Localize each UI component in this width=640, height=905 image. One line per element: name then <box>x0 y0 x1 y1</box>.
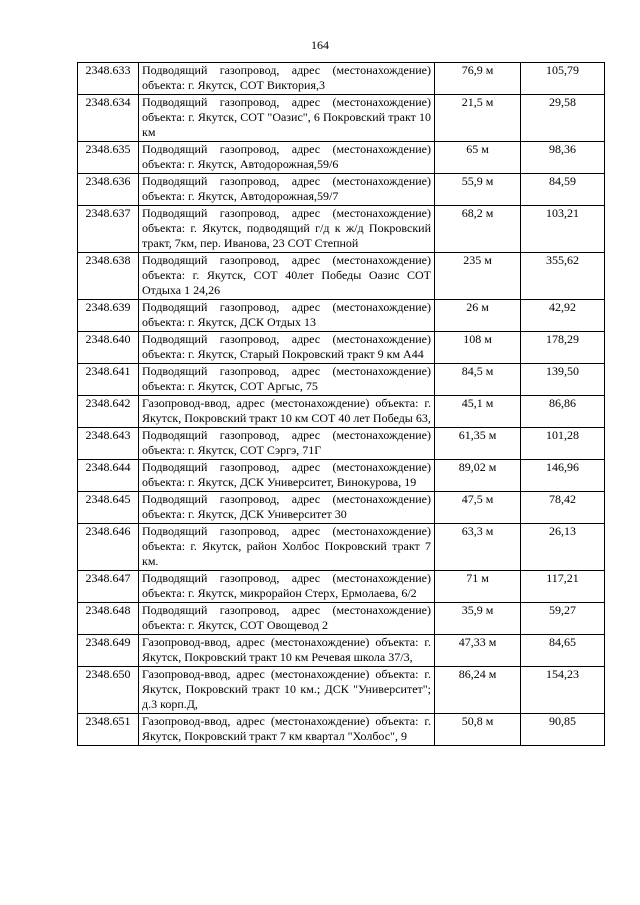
table-row <box>78 174 605 206</box>
row-length: 55,9 м <box>435 174 521 206</box>
row-length: 47,33 м <box>435 635 521 667</box>
row-id: 2348.642 <box>78 396 139 428</box>
row-value: 139,50 <box>521 364 605 396</box>
row-length: 76,9 м <box>435 63 521 95</box>
row-description: Подводящий газопровод, адрес (местонахождение) объекта: г. Якутск, район Холбос Покровский тракт 7 км. <box>139 524 435 571</box>
row-id: 2348.638 <box>78 253 139 300</box>
row-description: Подводящий газопровод, адрес (местонахождение) объекта: г. Якутск, СОТ Аргыс, 75 <box>139 364 435 396</box>
row-id: 2348.634 <box>78 95 139 142</box>
row-length: 86,24 м <box>435 667 521 714</box>
row-description: Подводящий газопровод, адрес (местонахождение) объекта: г. Якутск, СОТ Виктория,3 <box>139 63 435 95</box>
row-id: 2348.644 <box>78 460 139 492</box>
row-value: 29,58 <box>521 95 605 142</box>
table-row <box>78 667 605 714</box>
row-length: 47,5 м <box>435 492 521 524</box>
row-id: 2348.651 <box>78 714 139 746</box>
row-id: 2348.645 <box>78 492 139 524</box>
row-description: Газопровод-ввод, адрес (местонахождение) объекта: г. Якутск, Покровский тракт 7 км квартал "Холбос", 9 <box>139 714 435 746</box>
row-id: 2348.643 <box>78 428 139 460</box>
row-length: 89,02 м <box>435 460 521 492</box>
row-length: 68,2 м <box>435 206 521 253</box>
row-id: 2348.635 <box>78 142 139 174</box>
row-id: 2348.647 <box>78 571 139 603</box>
row-description: Подводящий газопровод, адрес (местонахождение) объекта: г. Якутск, СОТ "Оазис", 6 Покровский тракт 10 км <box>139 95 435 142</box>
table-row <box>78 63 605 95</box>
row-length: 50,8 м <box>435 714 521 746</box>
row-value: 78,42 <box>521 492 605 524</box>
registry-table-body <box>78 63 605 746</box>
row-description: Подводящий газопровод, адрес (местонахождение) объекта: г. Якутск, СОТ Овощевод 2 <box>139 603 435 635</box>
table-row <box>78 253 605 300</box>
table-row <box>78 603 605 635</box>
row-value: 90,85 <box>521 714 605 746</box>
row-value: 42,92 <box>521 300 605 332</box>
table-row <box>78 635 605 667</box>
row-value: 355,62 <box>521 253 605 300</box>
table-row <box>78 300 605 332</box>
row-value: 146,96 <box>521 460 605 492</box>
row-length: 84,5 м <box>435 364 521 396</box>
row-value: 178,29 <box>521 332 605 364</box>
table-row <box>78 206 605 253</box>
row-value: 154,23 <box>521 667 605 714</box>
page-number: 164 <box>311 38 329 52</box>
table-row <box>78 428 605 460</box>
row-id: 2348.640 <box>78 332 139 364</box>
row-description: Газопровод-ввод, адрес (местонахождение) объекта: г. Якутск, Покровский тракт 10 км СОТ 40 лет Победы 63, <box>139 396 435 428</box>
row-id: 2348.637 <box>78 206 139 253</box>
row-id: 2348.646 <box>78 524 139 571</box>
registry-table <box>77 62 605 746</box>
row-id: 2348.648 <box>78 603 139 635</box>
table-row <box>78 460 605 492</box>
row-description: Подводящий газопровод, адрес (местонахождение) объекта: г. Якутск, СОТ 40лет Победы Оазис СОТ Отдыха 1 24,26 <box>139 253 435 300</box>
row-value: 105,79 <box>521 63 605 95</box>
row-id: 2348.639 <box>78 300 139 332</box>
row-value: 86,86 <box>521 396 605 428</box>
row-description: Газопровод-ввод, адрес (местонахождение) объекта: г. Якутск, Покровский тракт 10 км Речевая школа 37/3, <box>139 635 435 667</box>
row-description: Подводящий газопровод, адрес (местонахождение) объекта: г. Якутск, Автодорожная,59/6 <box>139 142 435 174</box>
row-description: Подводящий газопровод, адрес (местонахождение) объекта: г. Якутск, микрорайон Стерх, Ермолаева, 6/2 <box>139 571 435 603</box>
table-row <box>78 492 605 524</box>
row-description: Подводящий газопровод, адрес (местонахождение) объекта: г. Якутск, ДСК Отдых 13 <box>139 300 435 332</box>
row-value: 98,36 <box>521 142 605 174</box>
table-row <box>78 524 605 571</box>
row-length: 65 м <box>435 142 521 174</box>
row-length: 26 м <box>435 300 521 332</box>
row-description: Подводящий газопровод, адрес (местонахождение) объекта: г. Якутск, Автодорожная,59/7 <box>139 174 435 206</box>
table-row <box>78 142 605 174</box>
row-description: Подводящий газопровод, адрес (местонахождение) объекта: г. Якутск, подводящий г/д к ж/д Покровский тракт, 7км, пер. Иванова, 23 СОТ Степной <box>139 206 435 253</box>
row-id: 2348.650 <box>78 667 139 714</box>
row-description: Газопровод-ввод, адрес (местонахождение) объекта: г. Якутск, Покровский тракт 10 км.; ДСК "Университет"; д.3 корп.Д, <box>139 667 435 714</box>
row-value: 103,21 <box>521 206 605 253</box>
table-row <box>78 571 605 603</box>
table-row <box>78 396 605 428</box>
row-description: Подводящий газопровод, адрес (местонахождение) объекта: г. Якутск, ДСК Университет, Винокурова, 19 <box>139 460 435 492</box>
row-length: 45,1 м <box>435 396 521 428</box>
row-description: Подводящий газопровод, адрес (местонахождение) объекта: г. Якутск, СОТ Сэргэ, 71Г <box>139 428 435 460</box>
row-value: 26,13 <box>521 524 605 571</box>
table-row <box>78 95 605 142</box>
row-description: Подводящий газопровод, адрес (местонахождение) объекта: г. Якутск, ДСК Университет 30 <box>139 492 435 524</box>
row-id: 2348.641 <box>78 364 139 396</box>
row-id: 2348.649 <box>78 635 139 667</box>
row-length: 108 м <box>435 332 521 364</box>
row-length: 21,5 м <box>435 95 521 142</box>
row-value: 84,65 <box>521 635 605 667</box>
row-value: 101,28 <box>521 428 605 460</box>
table-row <box>78 714 605 746</box>
row-value: 84,59 <box>521 174 605 206</box>
row-length: 235 м <box>435 253 521 300</box>
row-length: 61,35 м <box>435 428 521 460</box>
row-description: Подводящий газопровод, адрес (местонахождение) объекта: г. Якутск, Старый Покровский тракт 9 км А44 <box>139 332 435 364</box>
row-length: 35,9 м <box>435 603 521 635</box>
row-length: 71 м <box>435 571 521 603</box>
table-row <box>78 332 605 364</box>
row-id: 2348.636 <box>78 174 139 206</box>
table-row <box>78 364 605 396</box>
row-length: 63,3 м <box>435 524 521 571</box>
row-value: 59,27 <box>521 603 605 635</box>
row-value: 117,21 <box>521 571 605 603</box>
row-id: 2348.633 <box>78 63 139 95</box>
